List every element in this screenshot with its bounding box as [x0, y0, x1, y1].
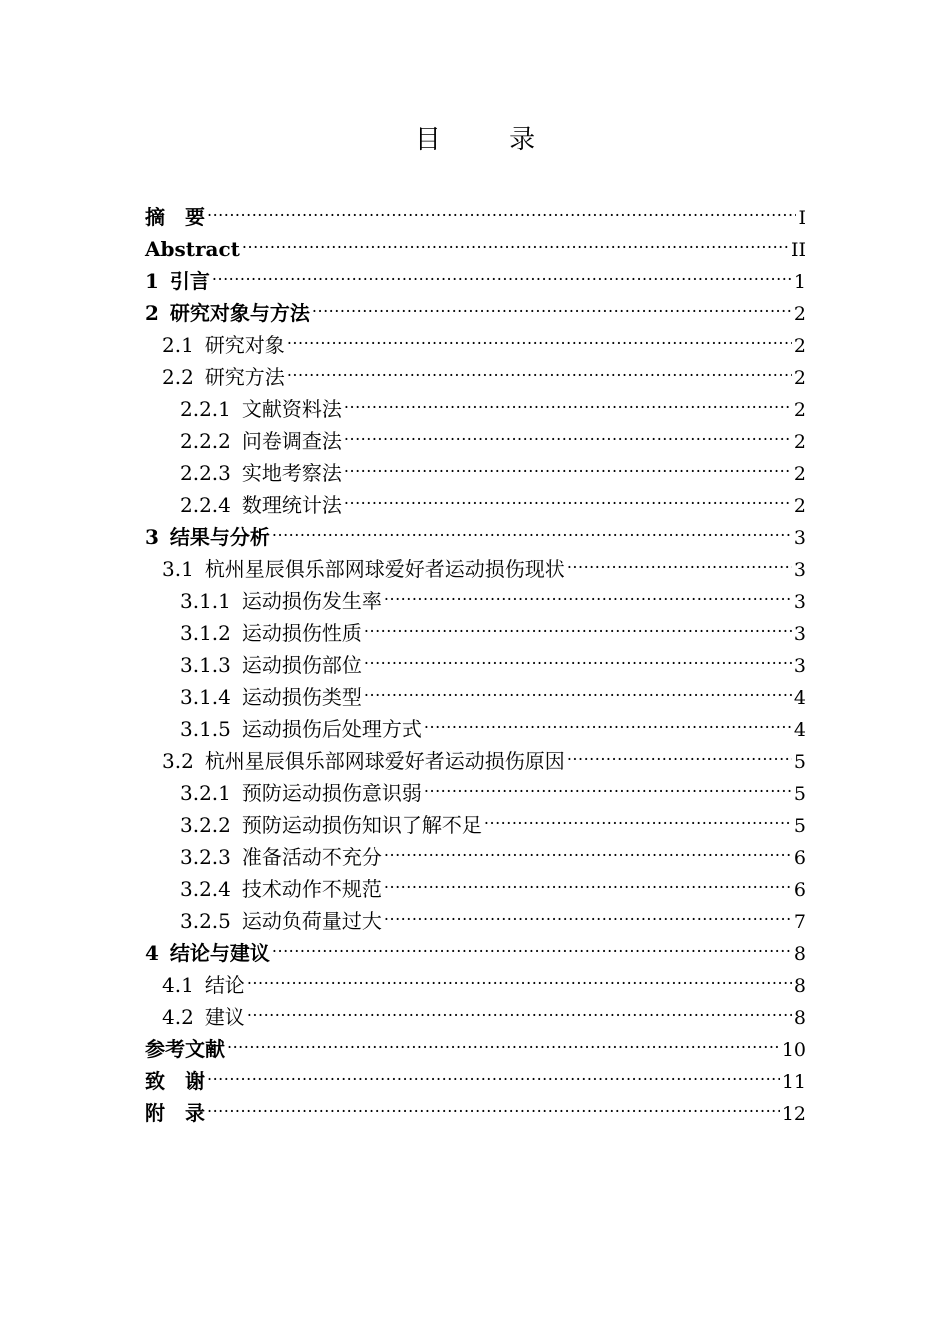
toc-entry-label: 运动损伤部位 [241, 653, 362, 677]
toc-entry-label: 结果与分析 [169, 525, 270, 549]
toc-entry-label: 研究对象 [204, 333, 285, 357]
toc-entry-label: Abstract [145, 237, 240, 261]
toc-leader [384, 832, 792, 864]
toc-entry-page: 5 [793, 815, 806, 837]
toc-leader [424, 768, 792, 800]
toc-entry-1[interactable] [145, 256, 806, 293]
toc-entry-number: 3.1.4 [180, 685, 231, 709]
toc-leader [384, 864, 792, 896]
toc-entry-appendix[interactable] [145, 1088, 806, 1125]
toc-entry-number: 2.2.3 [180, 461, 231, 485]
toc-entry-number: 2.1 [162, 333, 194, 357]
toc-entry-label: 结论与建议 [169, 941, 270, 965]
toc-entry-references[interactable] [145, 1024, 806, 1061]
toc-entry-number: 3.1.5 [180, 717, 231, 741]
toc-entry-label: 运动损伤性质 [241, 621, 362, 645]
toc-leader [344, 480, 792, 512]
toc-entry-2[interactable] [145, 288, 806, 325]
toc-entry-abstract-cn[interactable] [145, 192, 806, 229]
page-title: 目 录 [414, 125, 566, 155]
toc-entry-number: 2.2.2 [180, 429, 231, 453]
toc-entry-page: 2 [793, 463, 806, 485]
toc-leader [312, 288, 792, 320]
toc-leader [227, 1024, 780, 1056]
toc-leader [287, 352, 792, 384]
toc-entry-number: 3.2.5 [180, 909, 231, 933]
toc-entry-page: 3 [793, 591, 806, 613]
toc-entry-page: 11 [781, 1071, 806, 1093]
toc-entry-page: I [798, 207, 806, 229]
toc-entry-page: 12 [781, 1103, 806, 1125]
toc-entry-page: 8 [793, 1007, 806, 1029]
toc-entry-number: 3.1.3 [180, 653, 231, 677]
toc-entry-page: 4 [793, 719, 806, 741]
toc-entry-page: 3 [793, 559, 806, 581]
toc-entry-label: 参考文献 [145, 1037, 225, 1061]
toc-leader [247, 992, 792, 1024]
toc-entry-label: 运动损伤发生率 [241, 589, 382, 613]
toc-entry-label: 杭州星辰俱乐部网球爱好者运动损伤原因 [204, 749, 565, 773]
toc-entry-number: 3.2.4 [180, 877, 231, 901]
toc-entry-label: 研究对象与方法 [169, 301, 310, 325]
toc-entry-page: 6 [793, 879, 806, 901]
table-of-contents [145, 192, 806, 1125]
toc-entry-page: 1 [793, 271, 806, 293]
toc-entry-abstract-en[interactable] [145, 224, 806, 261]
toc-entry-page: 6 [793, 847, 806, 869]
toc-entry-number: 3.2.1 [180, 781, 231, 805]
toc-entry-number: 4.2 [162, 1005, 194, 1029]
toc-entry-label: 引言 [169, 269, 210, 293]
toc-leader [207, 1088, 780, 1120]
toc-entry-page: 4 [793, 687, 806, 709]
toc-entry-number: 2.2.4 [180, 493, 231, 517]
toc-entry-page: 3 [793, 527, 806, 549]
toc-entry-page: 10 [781, 1039, 806, 1061]
toc-entry-label: 致 谢 [145, 1069, 205, 1093]
toc-entry-page: 8 [793, 943, 806, 965]
toc-entry-label: 建议 [204, 1005, 245, 1029]
toc-entry-number: 2 [145, 301, 159, 325]
toc-entry-label: 数理统计法 [241, 493, 342, 517]
toc-entry-number: 4.1 [162, 973, 194, 997]
toc-leader [287, 320, 792, 352]
toc-entry-label: 运动负荷量过大 [241, 909, 382, 933]
toc-entry-number: 2.2.1 [180, 397, 231, 421]
toc-leader [384, 576, 792, 608]
toc-leader [567, 736, 792, 768]
toc-entry-number: 2.2 [162, 365, 194, 389]
toc-leader [272, 928, 792, 960]
toc-entry-label: 摘 要 [145, 205, 205, 229]
toc-leader [364, 640, 792, 672]
toc-leader [364, 608, 792, 640]
toc-entry-number: 3 [145, 525, 159, 549]
toc-entry-label: 技术动作不规范 [241, 877, 382, 901]
toc-entry-label: 研究方法 [204, 365, 285, 389]
toc-entry-page: 3 [793, 655, 806, 677]
toc-entry-page: 5 [793, 783, 806, 805]
toc-entry-label: 杭州星辰俱乐部网球爱好者运动损伤现状 [204, 557, 565, 581]
toc-entry-page: 8 [793, 975, 806, 997]
toc-entry-label: 预防运动损伤知识了解不足 [241, 813, 482, 837]
toc-entry-label: 预防运动损伤意识弱 [241, 781, 422, 805]
toc-entry-label: 运动损伤后处理方式 [241, 717, 422, 741]
toc-leader [272, 512, 792, 544]
toc-entry-page: 7 [793, 911, 806, 933]
toc-entry-page: 2 [793, 399, 806, 421]
toc-leader [207, 1056, 780, 1088]
toc-leader [424, 704, 792, 736]
toc-leader [247, 960, 792, 992]
toc-entry-number: 3.1.1 [180, 589, 231, 613]
toc-leader [344, 384, 792, 416]
toc-leader [484, 800, 792, 832]
toc-entry-page: 2 [793, 431, 806, 453]
toc-leader [344, 416, 792, 448]
toc-leader [384, 896, 792, 928]
toc-leader [344, 448, 792, 480]
toc-entry-label: 运动损伤类型 [241, 685, 362, 709]
toc-entry-number: 3.2.3 [180, 845, 231, 869]
toc-entry-number: 3.1.2 [180, 621, 231, 645]
toc-entry-page: 2 [793, 367, 806, 389]
toc-entry-label: 结论 [204, 973, 245, 997]
toc-entry-label: 问卷调查法 [241, 429, 342, 453]
toc-entry-page: 3 [793, 623, 806, 645]
toc-leader [242, 224, 789, 256]
toc-entry-number: 3.1 [162, 557, 194, 581]
toc-entry-number: 1 [145, 269, 159, 293]
toc-entry-label: 准备活动不充分 [241, 845, 382, 869]
toc-entry-page: 2 [793, 495, 806, 517]
toc-entry-label: 实地考察法 [241, 461, 342, 485]
toc-entry-page: 2 [793, 335, 806, 357]
toc-entry-label: 附 录 [145, 1101, 205, 1125]
toc-entry-number: 3.2 [162, 749, 194, 773]
toc-entry-number: 4 [145, 941, 159, 965]
toc-entry-page: 5 [793, 751, 806, 773]
toc-entry-page: II [790, 239, 806, 261]
toc-leader [567, 544, 792, 576]
toc-entry-label: 文献资料法 [241, 397, 342, 421]
toc-entry-number: 3.2.2 [180, 813, 231, 837]
toc-entry-acknowledgements[interactable] [145, 1056, 806, 1093]
toc-leader [212, 256, 792, 288]
toc-entry-page: 2 [793, 303, 806, 325]
toc-leader [364, 672, 792, 704]
toc-leader [207, 192, 796, 224]
